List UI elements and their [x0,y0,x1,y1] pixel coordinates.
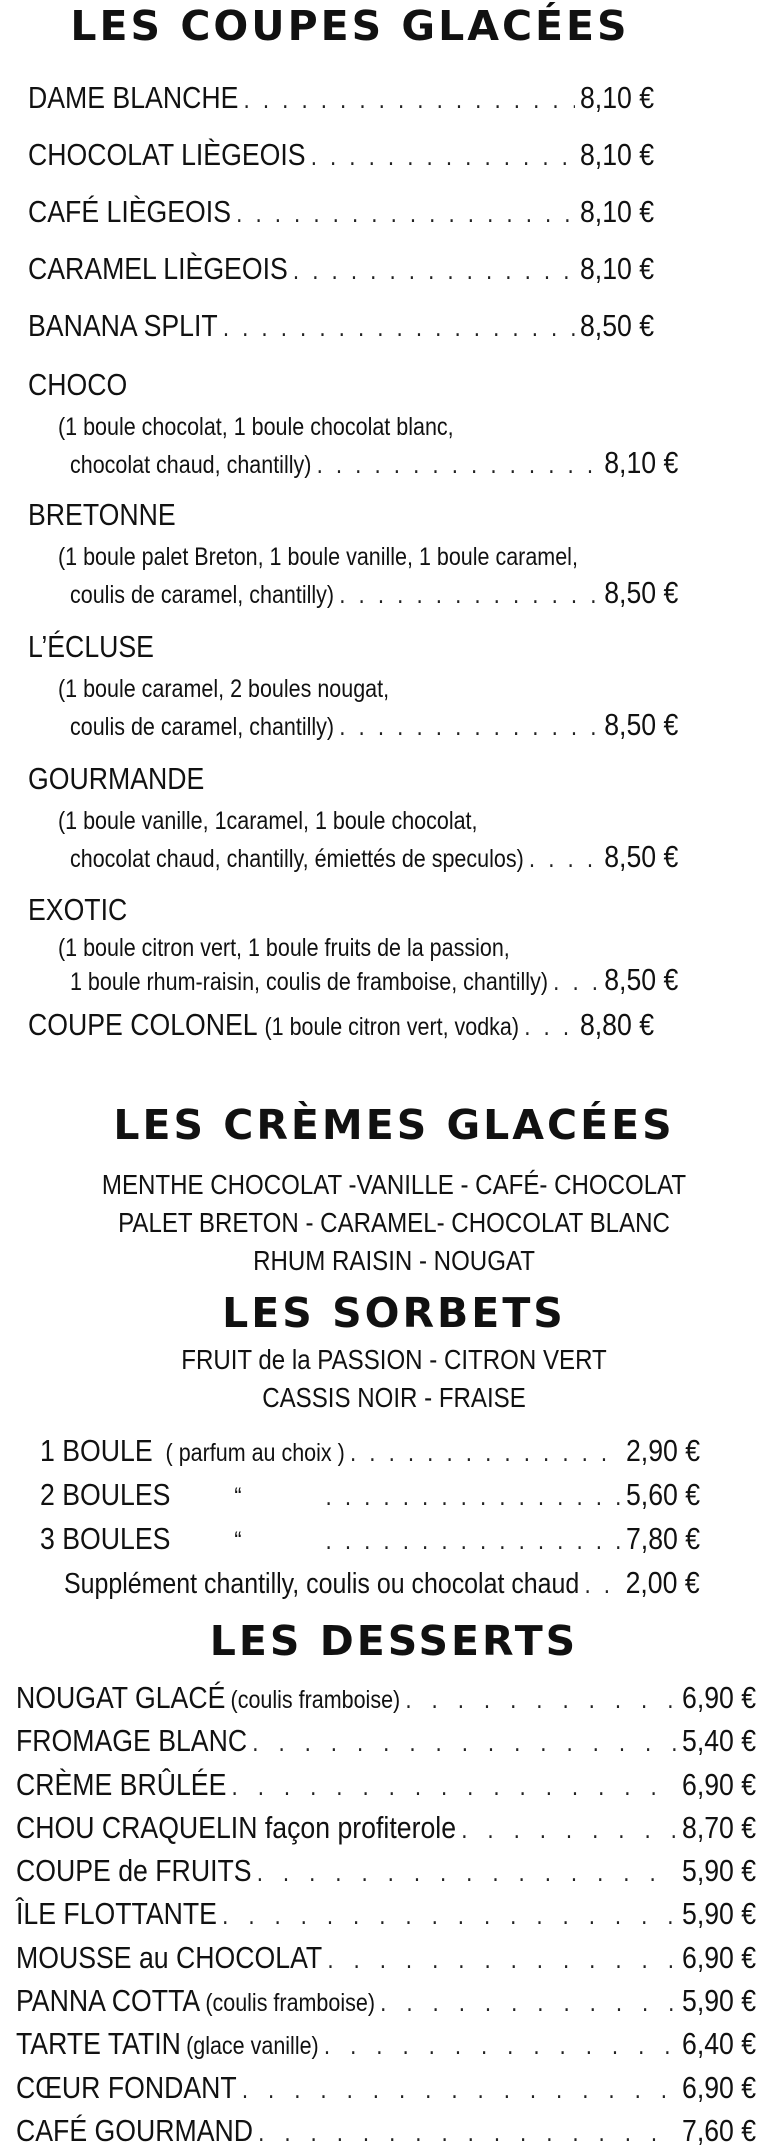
item-name: COUPE COLONEL [28,1007,258,1042]
boule-item [40,1519,700,1563]
item-price: 6,90 € [681,2069,757,2105]
item-description: (1 boule caramel, 2 boules nougat, [58,675,390,703]
menu-item-gourmande [28,759,679,879]
menu-item-colonel [28,1005,654,1047]
cremes-flavors [0,1167,778,1279]
desserts-list [16,1678,756,2154]
item-price: 8,50 € [579,308,655,343]
dot-leader [524,1006,575,1046]
item-price: 2,00 € [625,1565,700,1600]
item-description: (1 boule citron vert, 1 boule fruits de la passion, [58,934,510,962]
boules-list [40,1431,700,1607]
flavor-line: PALET BRETON - CARAMEL- CHOCOLAT BLANC [118,1207,670,1238]
item-price: 8,10 € [604,445,679,480]
dot-leader [529,838,599,878]
menu-item [28,306,654,363]
dot-leader [236,193,575,233]
item-name [28,627,654,667]
dot-leader [461,1809,677,1849]
item-price: 8,70 € [681,1809,757,1845]
coupes-title: LES COUPES GLACÉES [70,2,630,50]
item-price: 5,90 € [681,1983,757,2019]
item-name [28,890,654,930]
item-description: (1 boule palet Breton, 1 boule vanille, 1 boule caramel, [58,543,578,571]
item-name: NOUGAT GLACÉ [16,1680,226,1715]
menu-item [28,135,654,192]
item-description-2: chocolat chaud, chantilly) [70,451,312,479]
menu-item [16,1938,756,1981]
item-name-text: BRETONNE [28,497,176,532]
sorbets-flavors [0,1342,778,1416]
dot-leader [339,706,599,746]
menu-item [16,1851,756,1894]
item-name: FROMAGE BLANC [16,1723,248,1759]
flavor-line: RHUM RAISIN - NOUGAT [253,1245,535,1276]
dot-leader [350,1432,621,1472]
item-name: ÎLE FLOTTANTE [16,1896,217,1932]
item-name: MOUSSE au CHOCOLAT [16,1939,323,1975]
menu-item-exotic [28,890,679,998]
dot-leader [326,1476,621,1516]
item-name-text: GOURMANDE [28,761,205,796]
item-description-2: coulis de caramel, chantilly) [70,713,335,741]
item-name: CRÈME BRÛLÉE [16,1766,227,1802]
flavor-line: CASSIS NOIR - FRAISE [262,1382,526,1413]
item-name: 3 BOULES [40,1521,171,1556]
flavor-line: MENTHE CHOCOLAT -VANILLE - CAFÉ- CHOCOLAT [101,1169,687,1200]
menu-item [16,1894,756,1937]
dot-leader [252,1722,677,1762]
item-price: 2,90 € [625,1433,701,1468]
item-name-text: CHOCO [28,367,128,402]
menu-item [16,1808,756,1851]
item-name: DAME BLANCHE [28,80,239,115]
item-description-2: 1 boule rhum-raisin, coulis de framboise, chantilly) [70,968,548,996]
item-name [28,365,654,405]
item-name: CHOCOLAT LIÈGEOIS [28,137,306,172]
item-note: ( parfum au choix ) [165,1439,345,1467]
item-price: 5,60 € [625,1477,701,1512]
dot-leader [553,965,599,997]
menu-item-ecluse [28,627,679,747]
dot-leader [405,1679,676,1719]
menu-item [16,1678,756,1721]
item-name: CHOU CRAQUELIN façon profiterole [16,1809,457,1845]
dot-leader [317,444,599,484]
desserts-title: LES DESSERTS [209,1617,579,1665]
item-price: 6,40 € [681,2026,757,2062]
item-name: TARTE TATIN [16,2026,181,2062]
boule-item [40,1431,700,1475]
item-name-text: EXOTIC [28,892,128,927]
item-name: CARAMEL LIÈGEOIS [28,251,288,286]
menu-item [28,78,654,135]
dot-leader [293,250,575,290]
item-price: 8,10 € [579,80,655,115]
ditto-mark: “ [234,1527,242,1555]
item-price: 7,80 € [625,1521,701,1556]
menu-item [16,2068,756,2111]
dot-leader [223,307,575,347]
item-note: (glace vanille) [186,2032,319,2061]
item-name: 2 BOULES [40,1477,171,1512]
menu-item-choco [28,365,679,485]
item-price: 6,90 € [681,1680,757,1715]
dot-leader [222,1895,677,1935]
item-description-2: chocolat chaud, chantilly, émiettés de speculos) [70,845,524,873]
item-name [28,495,654,535]
item-note: (coulis framboise) [230,1686,401,1714]
item-note: (coulis framboise) [205,1989,375,2018]
dot-leader [339,574,599,614]
sorbets-title: LES SORBETS [222,1289,566,1337]
dot-leader [242,2069,677,2109]
dot-leader [324,2025,677,2065]
item-name: BANANA SPLIT [28,308,218,343]
item-price: 8,50 € [604,707,679,742]
supplement-item [64,1563,700,1607]
item-price: 6,90 € [681,1939,757,1975]
dot-leader [311,136,575,176]
item-price: 8,50 € [604,575,679,610]
menu-item [16,2024,756,2067]
item-price: 8,50 € [604,962,679,997]
flavor-line: FRUIT de la PASSION - CITRON VERT [181,1344,607,1375]
menu-item [16,2111,756,2154]
item-name: 1 BOULE [40,1433,153,1468]
menu-item [16,1721,756,1764]
cremes-title: LES CRÈMES GLACÉES [113,1101,675,1149]
item-name: Supplément chantilly, coulis ou chocolat chaud [64,1568,580,1600]
item-price: 8,10 € [579,251,655,286]
ditto-mark: “ [234,1483,242,1511]
item-note: (1 boule citron vert, vodka) [264,1013,520,1041]
item-name: CAFÉ GOURMAND [16,2112,253,2148]
item-price: 6,90 € [681,1766,757,1802]
dot-leader [244,79,575,119]
item-description-line [70,705,678,747]
item-price: 8,10 € [579,194,655,229]
dot-leader [232,1766,677,1806]
coupes-list [28,78,654,363]
item-name-text: L’ÉCLUSE [28,629,154,664]
menu-item [16,1765,756,1808]
item-description-line [70,964,678,998]
menu-item [16,1981,756,2024]
dot-leader [257,1852,677,1892]
item-name: CAFÉ LIÈGEOIS [28,194,231,229]
item-price: 5,90 € [681,1853,757,1889]
item-name: PANNA COTTA [16,1983,201,2019]
boule-item [40,1475,700,1519]
menu-item [28,192,654,249]
item-description-line [70,443,678,485]
dot-leader [380,1982,677,2022]
item-price: 7,60 € [681,2112,757,2148]
item-description-line [70,573,678,615]
item-price: 8,50 € [604,839,679,874]
item-price: 5,40 € [681,1723,757,1759]
item-price: 8,10 € [579,137,655,172]
menu-item-bretonne [28,495,679,615]
item-description-2: coulis de caramel, chantilly) [70,581,335,609]
menu-item [28,249,654,306]
dot-leader [327,1939,676,1979]
item-price: 5,90 € [681,1896,757,1932]
item-name [28,759,654,799]
item-description: (1 boule vanille, 1caramel, 1 boule chocolat, [58,807,478,835]
dot-leader [258,2112,677,2152]
item-name: CŒUR FONDANT [16,2069,237,2105]
item-name: COUPE de FRUITS [16,1853,252,1889]
item-description-line [70,837,678,879]
item-description: (1 boule chocolat, 1 boule chocolat blanc, [58,413,454,441]
dot-leader [326,1520,621,1560]
dot-leader [584,1564,620,1604]
item-price: 8,80 € [579,1007,655,1042]
